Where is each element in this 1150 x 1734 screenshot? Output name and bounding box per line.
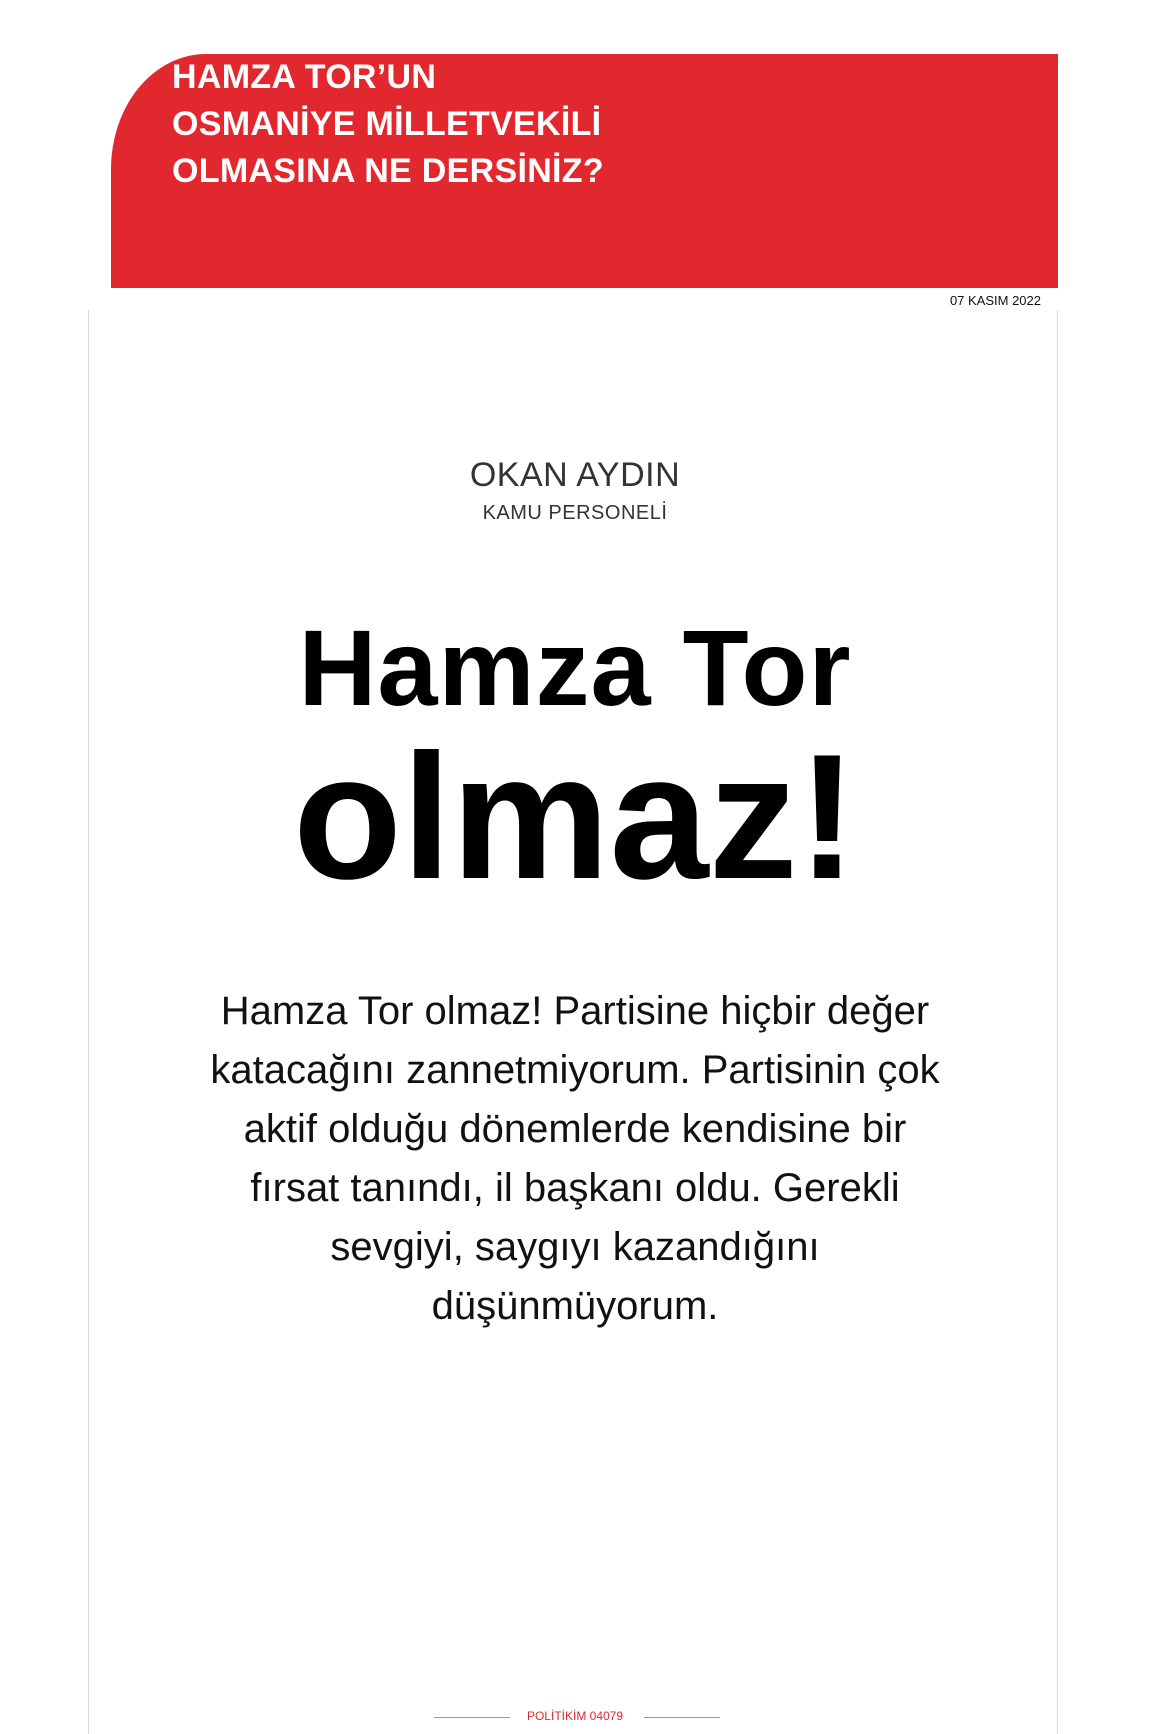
author-role: KAMU PERSONELİ [482,502,668,524]
headline-line-1: Hamza Tor [298,607,852,728]
author-name: OKAN AYDIN [469,456,681,494]
footer-label: POLİTİKİM 04079 [526,1709,624,1723]
banner-title-line-3: OLMASINA NE DERSİNİZ? [172,152,604,190]
footer-divider-right [644,1717,720,1718]
banner-title-line-1: HAMZA TOR’UN [172,58,437,96]
body-text: Hamza Tor olmaz! Partisine hiçbir değer katacağını zannetmiyorum. Partisinin çok aktif olduğu dönemlerde kendisine bir fırsat tanındı, il başkanı oldu. Gerekli sevgiyi, saygıyı kazandığını düşünmüyorum. [210,989,940,1328]
banner-title [172,54,872,195]
publish-date: 07 KASIM 2022 [949,293,1041,308]
banner-title-line-2: OSMANİYE MİLLETVEKİLİ [172,105,602,143]
headline-line-2: olmaz! [293,717,857,916]
